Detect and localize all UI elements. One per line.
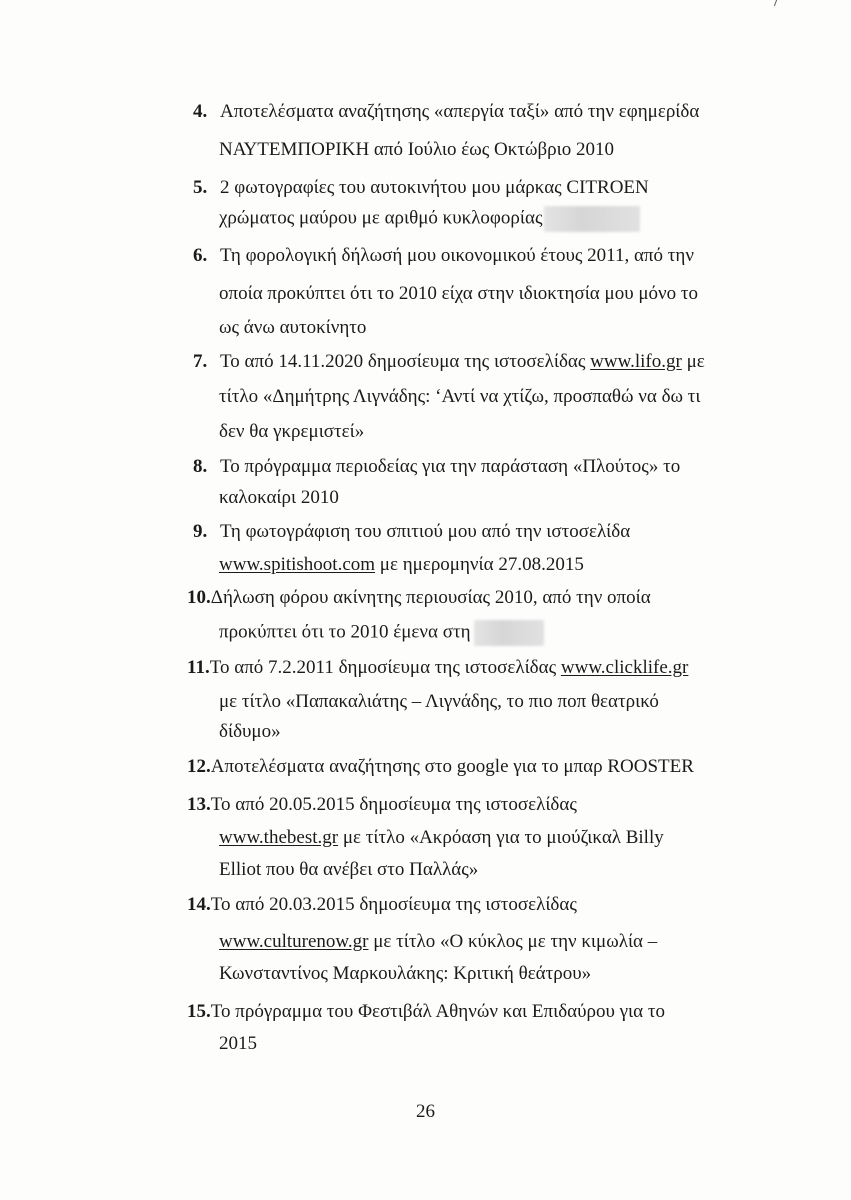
item-number: 8. — [193, 456, 208, 477]
redacted-address — [474, 620, 544, 646]
list-item-6-line-3: ως άνω αυτοκίνητο — [219, 317, 367, 338]
list-item-15-line-2: 2015 — [219, 1033, 257, 1054]
list-item-4-line-1 — [193, 100, 766, 124]
list-item-10-line-2 — [219, 620, 544, 646]
list-item-12-line-1 — [187, 755, 694, 779]
item-number: 12. — [187, 756, 211, 777]
link-lifo[interactable]: www.lifo.gr — [590, 351, 682, 372]
list-item-8-line-1 — [193, 455, 680, 479]
list-item-13-line-3: Elliot που θα ανέβει στο Παλλάς» — [219, 859, 479, 880]
item-number: 13. — [187, 794, 211, 815]
list-item-14-line-1 — [187, 893, 577, 917]
link-thebest[interactable]: www.thebest.gr — [219, 827, 339, 848]
item-text: με — [686, 351, 705, 372]
list-item-6-line-2: οποία προκύπτει ότι το 2010 είχα στην ιδιοκτησία μου μόνο το — [219, 283, 699, 304]
list-item-8-line-2: καλοκαίρι 2010 — [219, 487, 339, 508]
list-item-14-line-2 — [219, 930, 657, 954]
link-culturenow[interactable]: www.culturenow.gr — [219, 931, 369, 952]
item-text: προκύπτει ότι το 2010 έμενα στη — [219, 621, 471, 643]
list-item-7-line-1 — [193, 350, 705, 374]
item-text: με τίτλο «Ο κύκλος με την κιμωλία – — [373, 931, 658, 952]
item-number: 5. — [193, 177, 208, 198]
item-number: 7. — [193, 351, 208, 372]
list-item-14-line-3: Κωνσταντίνος Μαρκουλάκης: Κριτική θεάτρου» — [219, 963, 592, 984]
item-text: Το από 20.05.2015 δημοσίευμα της ιστοσελίδας — [210, 794, 577, 815]
list-item-11-line-1 — [187, 656, 688, 680]
item-number: 6. — [193, 245, 208, 266]
item-text: Το πρόγραμμα του Φεστιβάλ Αθηνών και Επιδαύρου για το — [210, 1001, 665, 1022]
redacted-plate-number — [544, 206, 640, 232]
item-text: Αποτελέσματα αναζήτησης «απεργία ταξί» από την εφημερίδα — [220, 101, 700, 122]
item-text: χρώματος μαύρου με αριθμό κυκλοφορίας — [219, 207, 543, 229]
list-item-5-line-1 — [193, 176, 766, 200]
item-text: Αποτελέσματα αναζήτησης στο google για το μπαρ ROOSTER — [210, 756, 694, 777]
item-number: 4. — [193, 101, 208, 122]
item-text: με τίτλο «Ακρόαση για το μιούζικαλ Billy — [342, 827, 664, 848]
list-item-10-line-1 — [187, 586, 651, 610]
item-number: 14. — [187, 894, 211, 915]
item-text: Τη φωτογράφιση του σπιτιού μου από την ιστοσελίδα — [220, 521, 631, 542]
item-text: Το από 20.03.2015 δημοσίευμα της ιστοσελίδας — [210, 894, 577, 915]
list-item-9-line-2 — [219, 553, 584, 577]
item-text: Το από 7.2.2011 δημοσίευμα της ιστοσελίδας — [209, 657, 557, 678]
link-spitishoot[interactable]: www.spitishoot.com — [219, 554, 376, 575]
list-item-5-line-2 — [219, 206, 640, 232]
item-text: Το πρόγραμμα περιοδείας για την παράσταση «Πλούτος» το — [220, 456, 681, 477]
item-text: Τη φορολογική δήλωσή μου οικονομικού έτους 2011, από την — [220, 245, 694, 266]
list-item-7-line-3: δεν θα γκρεμιστεί» — [219, 421, 365, 442]
list-item-13-line-2 — [219, 826, 664, 850]
item-number: 11. — [187, 657, 210, 678]
list-item-15-line-1 — [187, 1000, 665, 1024]
list-item-4-line-2: ΝΑΥΤΕΜΠΟΡΙΚΗ από Ιούλιο έως Οκτώβριο 2010 — [219, 139, 614, 160]
item-number: 9. — [193, 521, 208, 542]
list-item-9-line-1 — [193, 520, 630, 544]
list-item-13-line-1 — [187, 793, 577, 817]
item-text: Το από 14.11.2020 δημοσίευμα της ιστοσελίδας — [220, 351, 586, 372]
item-text: Δήλωση φόρου ακίνητης περιουσίας 2010, από την οποία — [210, 587, 651, 608]
list-item-7-line-2: τίτλο «Δημήτρης Λιγνάδης: ‘Αντί να χτίζω, προσπαθώ να δω τι — [219, 386, 701, 407]
item-number: 15. — [187, 1001, 211, 1022]
scan-mark — [774, 0, 780, 6]
item-text: με ημερομηνία 27.08.2015 — [379, 554, 584, 575]
list-item-11-line-3: δίδυμο» — [219, 721, 281, 742]
link-clicklife[interactable]: www.clicklife.gr — [560, 657, 689, 678]
page-number: 26 — [416, 1101, 435, 1122]
list-item-11-line-2: με τίτλο «Παπακαλιάτης – Λιγνάδης, το πιο ποπ θεατρικό — [219, 691, 659, 712]
list-item-6-line-1 — [193, 244, 766, 268]
item-text: 2 φωτογραφίες του αυτοκινήτου μου μάρκας CITROEN — [220, 177, 649, 198]
item-number: 10. — [187, 587, 211, 608]
